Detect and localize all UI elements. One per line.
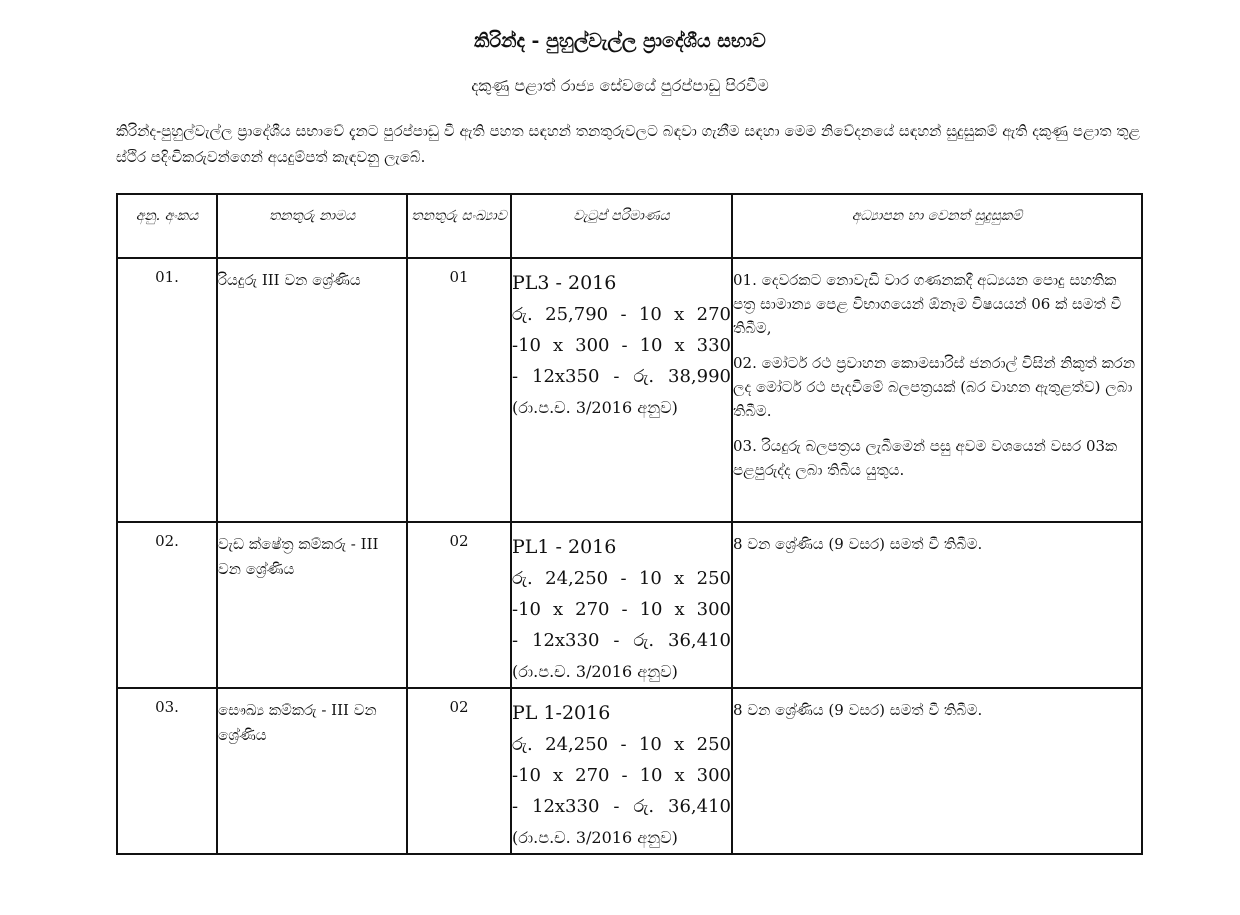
post-count-cell: 02 — [407, 522, 511, 688]
salary-code: PL1 - 2016 — [512, 536, 617, 558]
salary-circular-note: (රා.ප.ච. 3/2016 අනුව) — [512, 398, 678, 417]
qualifications-cell — [732, 522, 1142, 688]
post-name-cell: රියදුරු III වන ශ්‍රේණිය — [217, 258, 407, 522]
qualification-item: 01. දෙවරකට නොවැඩි වාර ගණනකදී අධ්‍යයන පොදු සහතික පත්‍ර සාමාන්‍ය පෙළ විභාගයෙන් ඕනෑම විෂයයන් 06 ක් සමත් වී තිබීම, — [733, 271, 1122, 337]
notice-title: කිරින්ද - පුහුල්වැල්ල ප්‍රාදේශීය සභාව — [474, 30, 766, 52]
salary-step-line: - 12x330 - රු. 36,410 — [512, 796, 731, 817]
post-name-cell: සෞඛ්‍ය කම්කරු - III වන ශ්‍රේණිය — [217, 688, 407, 854]
notice-subtitle: දකුණු පළාත් රාජ්‍ය සේවයේ පුරප්පාඩු පිරවීම — [471, 76, 769, 95]
salary-scale-cell — [511, 688, 732, 854]
salary-circular-note: (රා.ප.ච. 3/2016 අනුව) — [512, 662, 678, 681]
qualifications-cell — [732, 258, 1142, 522]
header-qualifications: අධ්‍යාපන හා වෙනත් සුදුසුකම් — [732, 194, 1142, 258]
header-serial-no: අනු. අංකය — [117, 194, 217, 258]
serial-no-cell: 02. — [117, 522, 217, 688]
salary-step-line: රු. 24,250 - 10 x 250 — [512, 734, 731, 755]
salary-step-line: -10 x 270 - 10 x 300 — [512, 765, 731, 786]
salary-step-line: රු. 24,250 - 10 x 250 — [512, 568, 731, 589]
header-post-count: තනතුරු සංඛ්‍යාව — [407, 194, 511, 258]
salary-scale-cell — [511, 522, 732, 688]
serial-no-cell: 03. — [117, 688, 217, 854]
qualifications-cell — [732, 688, 1142, 854]
salary-code: PL3 - 2016 — [512, 272, 617, 294]
post-name-cell: වැඩ ක්ෂේත්‍ර කම්කරු - III වන ශ්‍රේණිය — [217, 522, 407, 688]
qualification-item: 8 වන ශ්‍රේණිය (9 වසර) සමත් වී තිබීම. — [733, 535, 983, 553]
salary-step-line: -10 x 270 - 10 x 300 — [512, 599, 731, 620]
salary-step-line: - 12x330 - රු. 36,410 — [512, 630, 731, 651]
post-count-cell: 01 — [407, 258, 511, 522]
salary-step-line: -10 x 300 - 10 x 330 — [512, 335, 731, 356]
serial-no-cell: 01. — [117, 258, 217, 522]
qualification-item: 8 වන ශ්‍රේණිය (9 වසර) සමත් වී තිබීම. — [733, 701, 983, 719]
qualification-item: 03. රියදුරු බලපත්‍රය ලැබීමෙන් පසු අවම වශයෙන් වසර 03ක පළපුරුද්ද ලබා තිබිය යුතුය. — [733, 437, 1118, 479]
table-row — [117, 688, 1142, 854]
salary-circular-note: (රා.ප.ච. 3/2016 අනුව) — [512, 828, 678, 847]
header-post-name: තනතුරු නාමය — [217, 194, 407, 258]
salary-scale-cell — [511, 258, 732, 522]
post-count-cell: 02 — [407, 688, 511, 854]
qualification-item: 02. මෝටර් රථ ප්‍රවාහන කොමසාරිස් ජනරාල් විසින් නිකුත් කරන ලද මෝටර් රථ පැදවීමේ බලපත්‍රයක් (බර වාහන ඇතුළත්ව) ලබා තිබීම. — [733, 354, 1136, 420]
table-header-row — [117, 194, 1142, 258]
notice-intro-paragraph: කිරින්ද-පුහුල්වැල්ල ප්‍රාදේශීය සභාවේ දැනට පුරප්පාඩු වී ඇති පහත සඳහන් තනතුරුවලට බඳවා ගැනීම සඳහා මෙම නිවේදනයේ සඳහන් සුදුසුකම් ඇති දකුණු පළාත තුළ ස්ථිර පදිංචිකරුවන්ගෙන් අයදුම්පත් කැඳවනු ලැබේ. — [116, 122, 1140, 166]
table-row — [117, 522, 1142, 688]
salary-step-line: රු. 25,790 - 10 x 270 — [512, 304, 731, 325]
vacancy-table — [116, 193, 1143, 855]
salary-step-line: - 12x350 - රු. 38,990 — [512, 366, 731, 387]
salary-code: PL 1-2016 — [512, 702, 611, 724]
header-salary-scale: වැටුප් පරිමාණය — [511, 194, 732, 258]
table-row — [117, 258, 1142, 522]
